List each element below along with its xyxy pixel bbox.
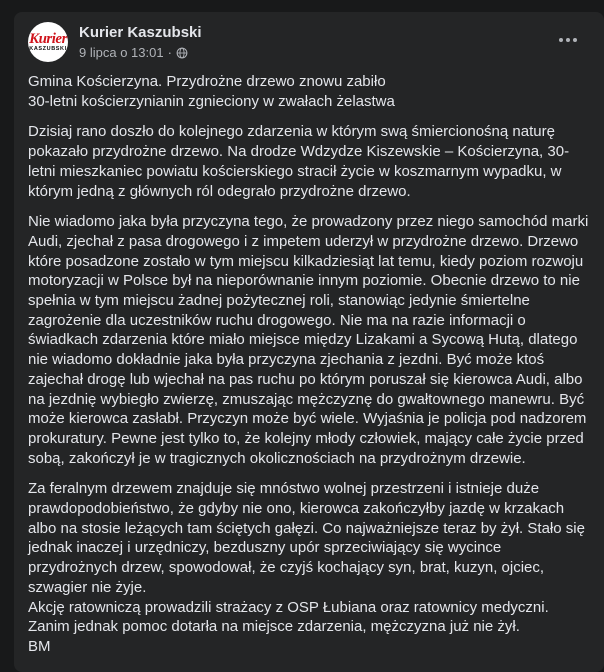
post-headline: Gmina Kościerzyna. Przydrożne drzewo znowu zabiło 30-letni kościerzynianin zgnieciony w zwałach żelastwa <box>28 73 395 110</box>
page-avatar[interactable] <box>28 22 68 62</box>
meta-separator: · <box>167 45 172 60</box>
post-paragraph: Dzisiaj rano doszło do kolejnego zdarzenia w którym swą śmiercionośną naturę pokazało przydrożne drzewo. Na drodze Wdzydze Kiszewskie – Kościerzyna, 30-letni mieszkaniec powiatu kościerskiego stracił życie w koszmarnym wypadku, w którym jedną z głównych ról odegrało przydrożne drzewo. <box>28 123 570 200</box>
globe-icon[interactable] <box>176 47 188 59</box>
more-dot <box>566 38 570 42</box>
avatar-logo-text: Kurier <box>29 30 67 47</box>
post-meta <box>79 45 188 60</box>
post-paragraph: Za feralnym drzewem znajduje się mnóstwo wolnej przestrzeni i istnieje duże prawdopodobieństwo, że gdyby nie ono, kierowca zakończyłby jazdę w krzakach albo na stosie leżących tam ściętych gałęzi. Co najważniejsze teraz by żył. Stało się jednak inaczej i urzędniczy, bezduszny upór sprzeciwiający się wycince przydrożnych drzew, spowodował, że czyjś kochający syn, brat, kuzyn, ojciec, szwagier nie żyje. Akcję ratowniczą prowadzili strażacy z OSP Łubiana oraz ratownicy medyczni. Zanim jednak pomoc dotarła na miejsce zdarzenia, mężczyzna już nie żył. BM <box>28 480 585 655</box>
more-dot <box>573 38 577 42</box>
avatar-logo-subtext: KASZUBSKI <box>29 45 67 52</box>
more-dot <box>559 38 563 42</box>
page-name-link[interactable]: Kurier Kaszubski <box>79 24 202 41</box>
post-body <box>28 72 594 668</box>
post-header <box>28 22 604 78</box>
post-paragraph: Nie wiadomo jaka była przyczyna tego, że prowadzony przez niego samochód marki Audi, zjechał z pasa drogowego i z impetem uderzył w przydrożne drzewo. Drzewo które posadzone zostało w tym miejscu kilkadziesiąt lat temu, kiedy poziom rozwoju motoryzacji w Polsce był na nieporównanie innym poziomie. Obecnie drzewo to nie spełnia w tym miejscu żadnej pożytecznej roli, stanowiąc jedynie śmiertelne zagrożenie dla uczestników ruchu drogowego. Nie ma na razie informacji o świadkach zdarzenia które miało miejsce między Lizakami a Sycową Hutą, dlatego nie wiadomo dokładnie jaka była przyczyna zjechania z jezdni. Być może ktoś zajechał drogę lub wjechał na pas ruchu po którym poruszał się kierowca Audi, albo na jezdnię wybiegło zwierzę, zmuszając mężczyznę do gwałtownego manewru. Być może kierowca zasłabł. Przyczyn może być wiele. Wyjaśnia je policja pod nadzorem prokuratury. Pewne jest tylko to, że kolejny młody człowiek, mający całe życie przed sobą, zakończył je w tragicznych okolicznościach na przydrożnym drzewie. <box>28 213 589 467</box>
post-timestamp[interactable]: 9 lipca o 13:01 <box>79 45 164 60</box>
post-card <box>14 12 604 672</box>
more-options-icon[interactable] <box>554 26 582 54</box>
